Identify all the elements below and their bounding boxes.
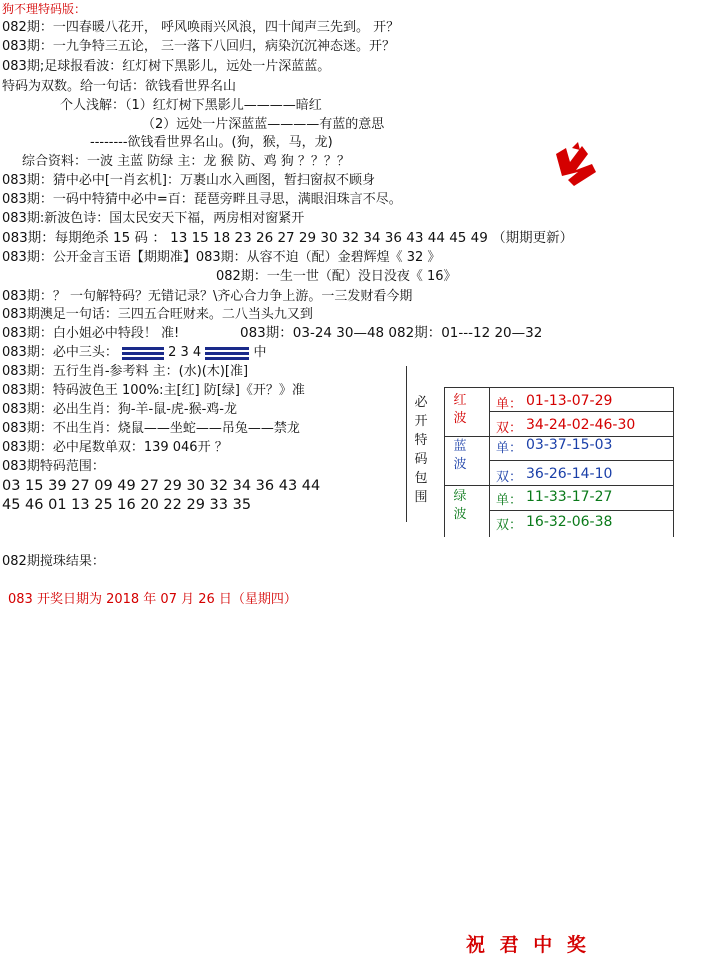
line-aus-football: 083期澳足一句话：三四五合旺财来。二八当头九又到 — [2, 307, 313, 322]
table-title: 必 开 特 码 包 围 — [414, 395, 428, 505]
blue-single-label: 单： — [496, 441, 523, 456]
line-draw-result: 082期搅珠结果： — [2, 554, 105, 569]
line-wave-king: 083期：特码波色王 100%:主[红] 防[绿]《开？》准 — [2, 383, 305, 398]
line-must-zodiac: 083期：必出生肖：狗-羊-鼠-虎-猴-鸡-龙 — [2, 402, 237, 417]
bars-icon — [205, 346, 249, 360]
line-zodiac-riddle: 083期：猜中必中[一肖玄机]：万裹山水入画图，暂扫窗叔不顾身 — [2, 173, 375, 188]
blue-double-value: 36-26-14-10 — [526, 466, 613, 482]
three-heads-label: 083期：必中三头： — [2, 345, 118, 360]
green-double-value: 16-32-06-38 — [526, 514, 613, 530]
line-three-heads — [2, 344, 266, 361]
bars-icon — [122, 346, 164, 360]
red-double-value: 34-24-02-46-30 — [526, 417, 636, 433]
three-heads-suffix: 中 — [253, 345, 267, 360]
line-football: 083期;足球报看波：红灯树下黑影儿，远处一片深蓝蓝。 — [2, 59, 331, 74]
table-sub-sep-3 — [489, 510, 674, 511]
table-sub-sep-2 — [489, 460, 674, 461]
line-083-poem: 083期：一九争特三五论， 三一落下八回归，病染沉沉神态迷。开？ — [2, 39, 395, 54]
red-single-label: 单： — [496, 397, 523, 412]
line-one-sentence: 083期：？ 一句解特码？无错记录？\齐心合力争上游。一三发财看今期 — [2, 289, 413, 304]
line-not-zodiac: 083期：不出生肖：烧鼠——坐蛇——吊兔——禁龙 — [2, 421, 300, 436]
footer-greeting: 祝 君 中 奖 — [466, 934, 590, 956]
table-border-top — [444, 387, 674, 388]
line-five-elements: 083期：五行生肖-参考料 主：(水)(木)[准] — [2, 364, 249, 379]
table-border-right — [673, 387, 674, 537]
green-double-label: 双： — [496, 518, 523, 533]
green-wave-label: 绿 波 — [453, 489, 467, 522]
line-special-even: 特码为双数。给一句话：欲钱看世界名山 — [2, 79, 237, 94]
line-wave-poem: 083期:新波色诗：国太民安天下福，两房相对窗紧开 — [2, 211, 305, 226]
line-range-label: 083期特码范围： — [2, 459, 105, 474]
table-divider-2 — [489, 387, 490, 537]
line-interpret-1: 个人浅解：（1）红灯树下黑影儿————暗红 — [60, 98, 322, 113]
table-border-left — [406, 366, 407, 522]
line-kill-15: 083期：每期绝杀 15 码 ： 13 15 18 23 26 27 29 30 32 34 36 43 44 45 49 （期期更新） — [2, 230, 574, 246]
line-draw-date: 083 开奖日期为 2018 年 07 月 26 日（星期四） — [8, 592, 297, 607]
red-double-label: 双： — [496, 421, 523, 436]
green-single-label: 单： — [496, 493, 523, 508]
line-golden-words-082: 082期：一生一世（配）没日没夜《 16》 — [216, 269, 457, 284]
three-heads-numbers: 2 3 4 — [168, 345, 202, 360]
page-header: 狗不理特码版： — [2, 2, 87, 16]
table-row-sep-2 — [444, 485, 674, 486]
red-wave-label: 红 波 — [453, 393, 467, 426]
blue-double-label: 双： — [496, 470, 523, 485]
line-segments: 083期：03-24 30—48 082期：01---12 20—32 — [240, 325, 543, 341]
mascot-logo-icon — [552, 140, 600, 192]
green-single-value: 11-33-17-27 — [526, 489, 613, 505]
line-summary: 综合资料：一波 主蓝 防绿 主：龙 猴 防、鸡 狗 ？？？？ — [22, 154, 350, 169]
line-082-poem: 082期：一四春暖八花开， 呼风唤雨兴风浪，四十闻声三先到。 开？ — [2, 20, 400, 35]
red-single-value: 01-13-07-29 — [526, 393, 613, 409]
line-interpret-2: （2）远处一片深蓝蓝————有蓝的意思 — [142, 117, 385, 132]
line-tail-number: 083期：必中尾数单双：139 046开 ？ — [2, 440, 228, 455]
blue-wave-label: 蓝 波 — [453, 439, 467, 472]
table-divider-1 — [444, 387, 445, 537]
line-interpret-3: --------欲钱看世界名山。(狗，猴，马，龙) — [90, 135, 333, 150]
line-one-code: 083期：一码中特猜中必中=百：琵琶旁畔且寻思，满眼泪珠言不尽。 — [2, 192, 402, 207]
line-white-lady: 083期：白小姐必中特段！ 准! — [2, 326, 180, 341]
line-range-2: 45 46 01 13 25 16 20 22 29 33 35 — [2, 497, 252, 513]
line-range-1: 03 15 39 27 09 49 27 29 30 32 34 36 43 44 — [2, 478, 321, 494]
line-golden-words: 083期：公开金言玉语【期期准】083期：从容不迫（配）金碧辉煌《 32 》 — [2, 250, 441, 265]
blue-single-value: 03-37-15-03 — [526, 437, 613, 453]
